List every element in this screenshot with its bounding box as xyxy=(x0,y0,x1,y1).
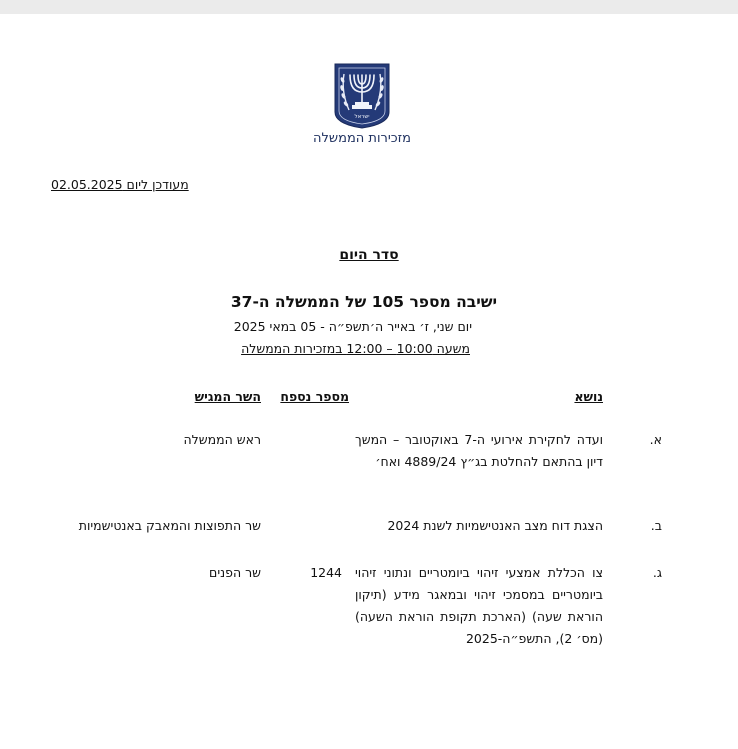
item-letter: ג. xyxy=(652,565,662,580)
item-minister: שר הפנים xyxy=(209,565,261,580)
item-subject: צו הכללת אמצעי זיהוי ביומטריים ונתוני זיהוי ביומטריים במסמכי זיהוי ובמאגר מידע (תיקון הוראת שעה) (הארכת תקופת הוראת השעה) (מס׳ 2), התשפ״ה-2025 xyxy=(355,565,603,646)
meeting-date: יום שני, ז׳ באייר ה׳תשפ״ה - 05 במאי 2025 xyxy=(233,319,472,334)
emblem-caption: ישראל xyxy=(354,114,370,120)
office-name: מזכירות הממשלה xyxy=(313,131,411,146)
agenda-title: סדר היום xyxy=(339,247,399,263)
meeting-title: ישיבה מספר 105 של הממשלה ה-37 xyxy=(230,293,498,311)
item-letter: א. xyxy=(649,432,662,447)
item-annex: 1244 xyxy=(310,565,342,580)
meeting-time: משעה 10:00 – 12:00 במזכירות הממשלה xyxy=(241,341,470,356)
top-margin-strip xyxy=(0,0,738,14)
column-header-minister: השר המגיש xyxy=(194,389,261,404)
item-subject: ועדה לחקירת אירועי ה-7 באוקטובר – המשך דיון בהתאם להחלטת בג״ץ 4889/24 ואח׳ xyxy=(355,432,603,469)
column-header-subject: נושא xyxy=(574,389,603,404)
column-header-annex: מספר נספח xyxy=(280,389,349,404)
menorah-emblem-icon xyxy=(333,62,391,130)
updated-date: מעודכן ליום 02.05.2025 xyxy=(51,177,189,192)
item-letter: ב. xyxy=(650,518,662,533)
item-subject: הצגת דוח מצב האנטישמיות לשנת 2024 xyxy=(387,518,603,533)
item-minister: ראש הממשלה xyxy=(183,432,261,447)
item-minister: שר התפוצות והמאבק באנטישמיות xyxy=(78,518,261,533)
